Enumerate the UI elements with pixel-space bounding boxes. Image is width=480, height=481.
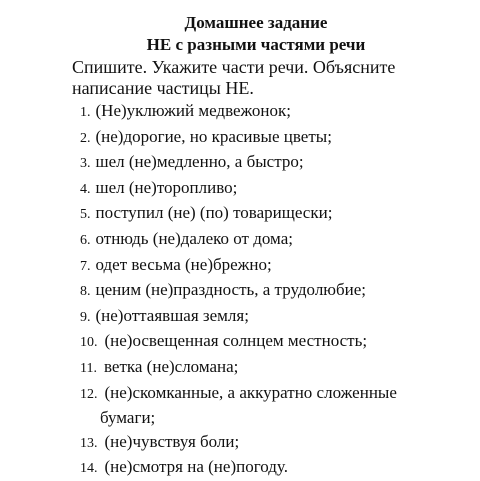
item-number: 2. xyxy=(80,130,91,146)
list-item xyxy=(80,150,397,176)
item-number: 14. xyxy=(80,461,98,477)
item-text: отнюдь (не)далеко от дома; xyxy=(95,228,293,248)
item-text: (не)чувствуя боли; xyxy=(104,431,240,451)
item-text: (не)дорогие, но красивые цветы; xyxy=(95,126,332,146)
item-text: (не)скомканные, а аккуратно сложенные xyxy=(104,382,397,402)
item-number: 6. xyxy=(80,232,91,248)
list-item xyxy=(80,304,397,330)
title-line-1: Домашнее задание xyxy=(184,13,328,32)
item-number: 9. xyxy=(80,309,91,325)
title-line-2: НЕ с разными частями речи xyxy=(146,35,366,54)
item-number: 4. xyxy=(80,181,91,197)
list-item xyxy=(80,278,397,304)
list-item xyxy=(80,253,397,279)
item-text: ценим (не)праздность, а трудолюбие; xyxy=(95,280,367,300)
list-item xyxy=(80,329,397,355)
item-text: шел (не)медленно, а быстро; xyxy=(95,152,304,172)
item-text: (не)освещенная солнцем местность; xyxy=(104,331,368,351)
list-item xyxy=(80,99,397,125)
list-item xyxy=(80,125,397,151)
item-text: шел (не)торопливо; xyxy=(95,177,238,197)
item-text: (не)смотря на (не)погоду. xyxy=(104,457,288,477)
item-text: одет весьма (не)брежно; xyxy=(95,254,272,274)
item-text: (не)оттаявшая земля; xyxy=(95,305,249,325)
list-item xyxy=(80,176,397,202)
list-item xyxy=(80,355,397,381)
instruction-line-1: Спишите. Укажите части речи. Объясните xyxy=(72,57,396,77)
list-item xyxy=(80,455,397,481)
list-item xyxy=(80,430,397,456)
list-item-continuation: бумаги; xyxy=(100,408,156,428)
item-number: 10. xyxy=(80,335,98,351)
item-number: 12. xyxy=(80,386,98,402)
item-text: (Не)уклюжий медвежонок; xyxy=(95,101,291,120)
item-number: 1. xyxy=(80,105,91,120)
item-text: ветка (не)сломана; xyxy=(103,356,239,376)
item-number: 11. xyxy=(80,360,97,376)
item-number: 8. xyxy=(80,284,91,300)
instruction-line-2: написание частицы НЕ. xyxy=(72,78,254,98)
list-item xyxy=(80,201,397,227)
item-number: 7. xyxy=(80,258,91,274)
exercise-list xyxy=(80,99,397,481)
list-item xyxy=(80,227,397,253)
item-number: 5. xyxy=(80,207,91,223)
item-number: 13. xyxy=(80,435,98,451)
list-item xyxy=(80,381,397,407)
item-number: 3. xyxy=(80,156,91,172)
item-text: поступил (не) (по) товарищески; xyxy=(95,203,333,223)
